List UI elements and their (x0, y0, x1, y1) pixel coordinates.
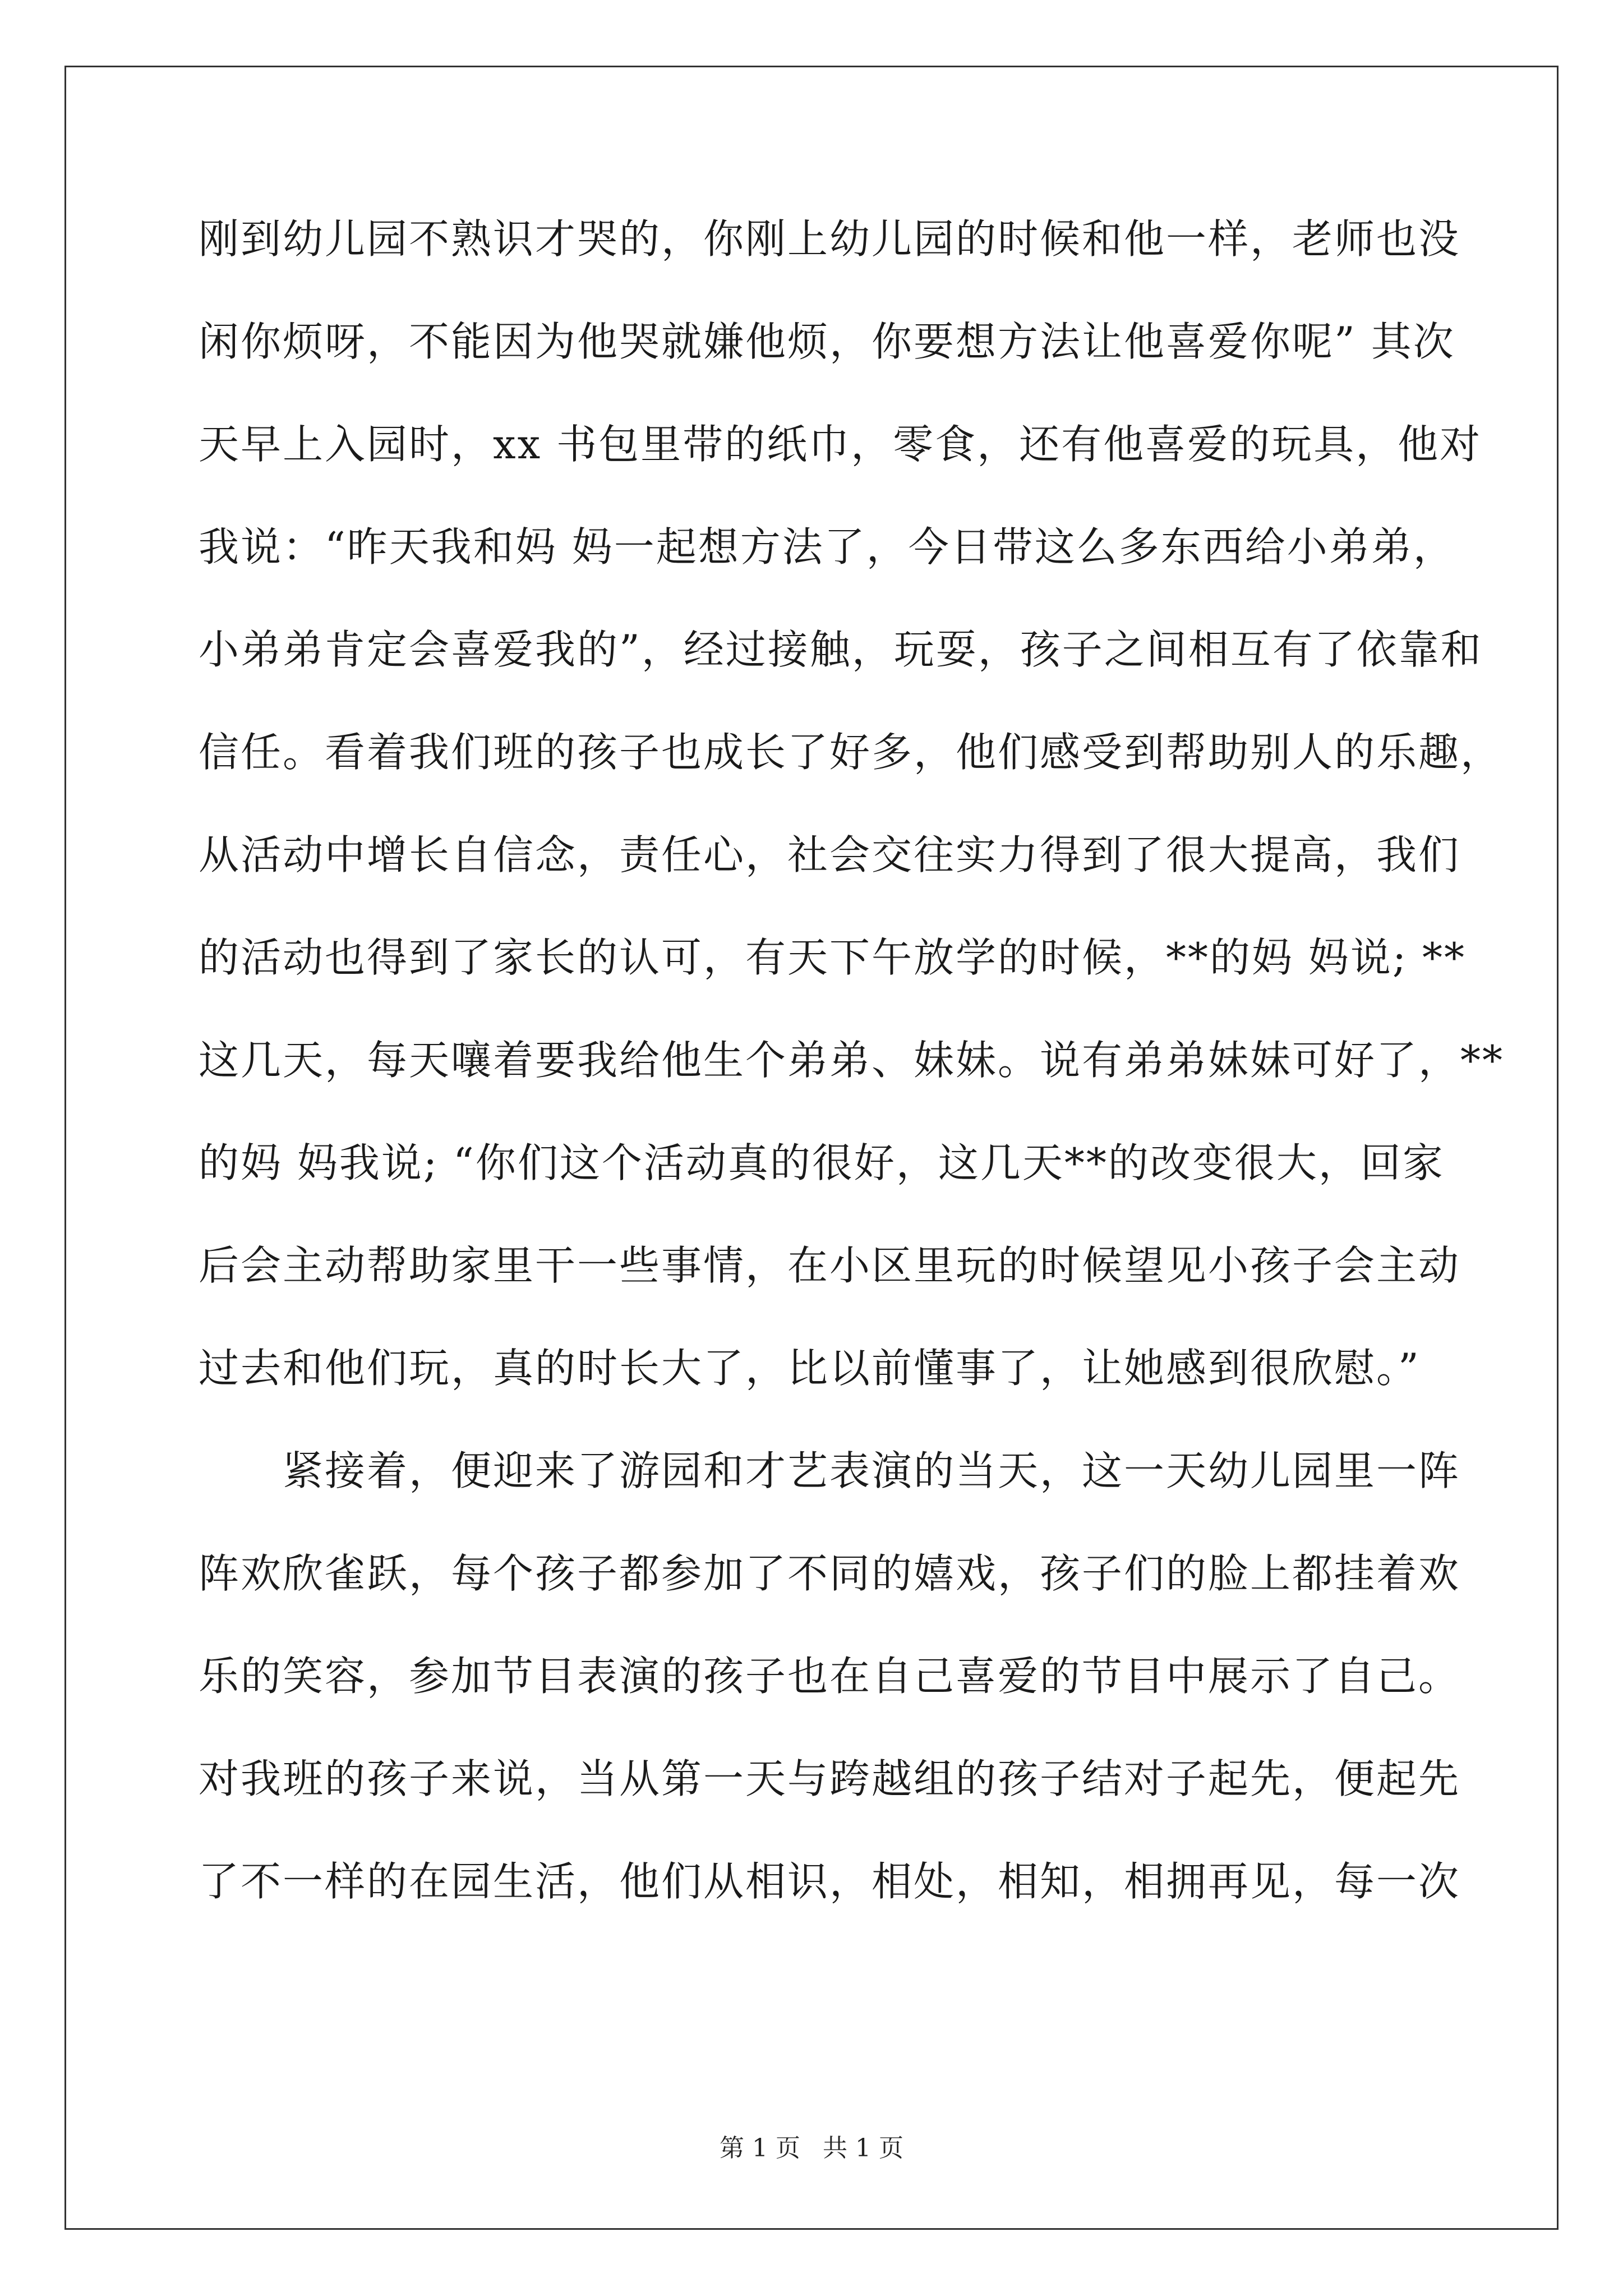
text-line: 从活动中增长自信念，责任心，社会交往实力得到了很大提高，我们 (199, 831, 1461, 878)
page-footer (0, 2132, 1623, 2165)
text-line: 紧接着，便迎来了游园和才艺表演的当天，这一天幼儿园里一阵 (199, 1447, 1461, 1494)
text-line: 乐的笑容，参加节目表演的孩子也在自己喜爱的节目中展示了自己。 (199, 1653, 1461, 1700)
text-line: 小弟弟肯定会喜爱我的”，经过接触，玩耍，孩子之间相互有了依靠和 (199, 626, 1483, 673)
document-body (199, 212, 1505, 1957)
text-line: 刚到幼儿园不熟识才哭的，你刚上幼儿园的时候和他一样，老师也没 (199, 215, 1461, 263)
text-line: 了不一样的在园生活，他们从相识，相处，相知，相拥再见，每一次 (199, 1858, 1461, 1905)
text-line: 天早上入园时，xx 书包里带的纸巾，零食，还有他喜爱的玩具，他对 (199, 421, 1482, 468)
text-line: 对我班的孩子来说，当从第一天与跨越组的孩子结对子起先，便起先 (199, 1755, 1461, 1802)
text-line: 这几天，每天嚷着要我给他生个弟弟、妹妹。说有弟弟妹妹可好了，** (199, 1037, 1505, 1084)
text-line: 的活动也得到了家长的认可，有天下午放学的时候，**的妈 妈说; ** (199, 934, 1467, 981)
text-line: 闲你烦呀，不能因为他哭就嫌他烦，你要想方法让他喜爱你呢” 其次 (199, 318, 1455, 365)
text-line: 后会主动帮助家里干一些事情，在小区里玩的时候望见小孩子会主动 (199, 1242, 1461, 1289)
text-line: 阵欢欣雀跃，每个孩子都参加了不同的嬉戏，孩子们的脸上都挂着欢 (199, 1550, 1461, 1597)
page-number: 第 1 页 (720, 2134, 800, 2162)
text-line: 的妈 妈我说; “你们这个活动真的很好，这几天**的改变很大，回家 (199, 1139, 1445, 1186)
text-line: 我说：“昨天我和妈 妈一起想方法了，今日带这么多东西给小弟弟， (199, 523, 1455, 570)
text-line: 信任。看着我们班的孩子也成长了好多，他们感受到帮助别人的乐趣， (199, 729, 1503, 776)
text-line: 过去和他们玩，真的时长大了，比以前懂事了，让她感到很欣慰。” (199, 1345, 1421, 1392)
page-total: 共 1 页 (823, 2134, 903, 2162)
